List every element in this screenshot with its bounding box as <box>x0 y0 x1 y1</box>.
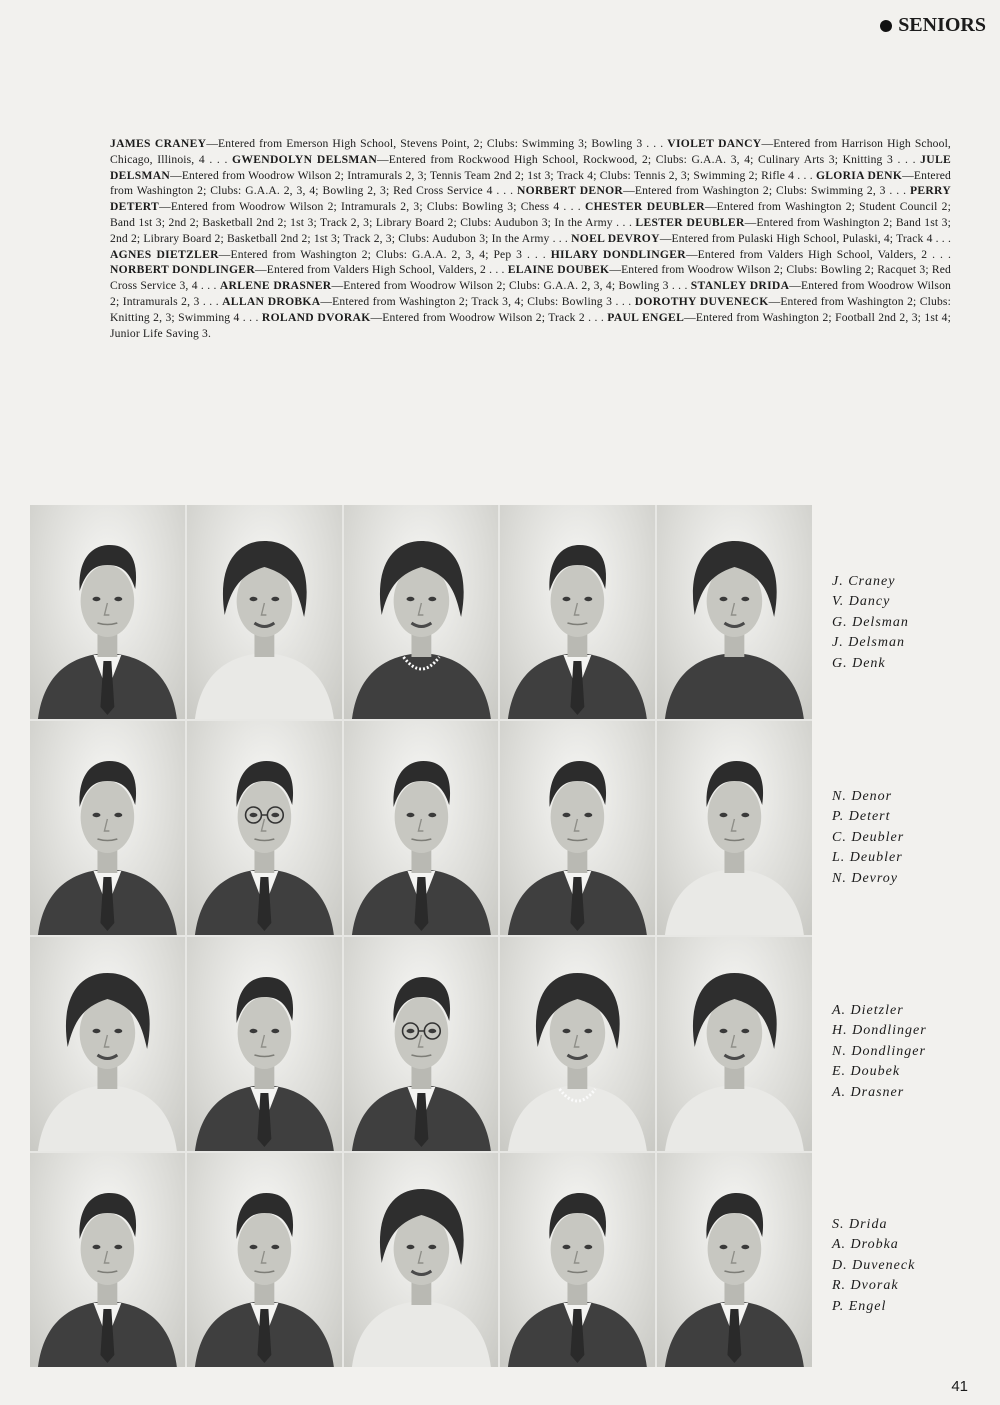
portrait-photo <box>500 1153 655 1367</box>
portrait-photo <box>657 937 812 1151</box>
portrait-photo <box>657 1153 812 1367</box>
portrait-grid <box>30 505 812 1367</box>
bio-text: —Entered from Valders High School, Valders, 2 . . . <box>685 247 951 261</box>
portrait-caption: D. Duveneck <box>832 1257 916 1273</box>
bio-text: —Entered from Woodrow Wilson 2; Track 2 . . . <box>370 310 604 324</box>
bio-name: PERRY DETERT <box>110 184 951 214</box>
bio-name: CHESTER DEUBLER <box>584 200 705 214</box>
portrait-caption: L. Deubler <box>832 850 903 866</box>
bio-text: —Entered from Valders High School, Valders, 2 . . . <box>255 263 505 277</box>
portrait-caption: A. Dietzler <box>832 1003 904 1018</box>
bio-text: —Entered from Harrison High School, Chicago, Illinois, 4 . . . <box>110 137 951 166</box>
portrait-photo <box>30 721 185 935</box>
portrait-caption: J. Craney <box>832 574 896 589</box>
bio-name: JAMES CRANEY <box>110 137 207 150</box>
section-header <box>880 14 986 37</box>
bio-name: DOROTHY DUVENECK <box>634 294 769 308</box>
portrait-photo <box>187 721 342 935</box>
bio-text: —Entered from Woodrow Wilson 2; Intramurals 2, 3; Clubs: Bowling 3; Chess 4 . . . <box>159 200 581 214</box>
bio-text: —Entered from Rockwood High School, Rockwood, 2; Clubs: G.A.A. 3, 4; Culinary Arts 3; Knitting 3 . . . <box>377 152 916 166</box>
portrait-photo <box>187 1153 342 1367</box>
portrait-photo <box>657 505 812 719</box>
section-title: SENIORS <box>898 14 986 36</box>
bio-text: —Entered from Washington 2; Band 1st 3; 2nd 2; Library Board 2; Basketball 2nd 2; 1st 3; Track 2, 3; Clubs: Audubon 3; In the Army . . . <box>110 215 951 245</box>
portrait-photo <box>500 721 655 935</box>
bio-name: JULE DELSMAN <box>110 152 952 182</box>
bio-name: VIOLET DANCY <box>667 137 762 150</box>
portrait-caption: P. Detert <box>832 809 891 825</box>
bio-text: —Entered from Woodrow Wilson 2; Clubs: Bowling 2; Racquet 3; Red Cross Service 3, 4 . . . <box>110 263 951 293</box>
bio-name: NORBERT DENOR <box>516 184 624 198</box>
portrait-photo <box>344 937 499 1151</box>
portrait-photo <box>500 937 655 1151</box>
portrait-caption: P. Engel <box>832 1298 887 1314</box>
bio-name: LESTER DEUBLER <box>635 215 745 229</box>
portrait-photo <box>30 505 185 719</box>
bio-name: AGNES DIETZLER <box>110 247 219 261</box>
bio-text: —Entered from Washington 2; Clubs: Knitting 2, 3; Swimming 4 . . . <box>110 294 951 324</box>
portrait-photo <box>500 505 655 719</box>
bio-name: NOEL DEVROY <box>571 231 660 245</box>
bio-text: —Entered from Washington 2; Track 3, 4; Clubs: Bowling 3 . . . <box>320 294 632 308</box>
bio-name: ARLENE DRASNER <box>219 279 332 293</box>
page-number: 41 <box>951 1378 968 1395</box>
bio-text: —Entered from Washington 2; Football 2nd 2, 3; 1st 4; Junior Life Saving 3. <box>110 310 951 340</box>
portrait-photo <box>344 721 499 935</box>
caption-column-row-2 <box>832 787 982 889</box>
bio-text: —Entered from Woodrow Wilson 2; Clubs: G.A.A. 2, 3, 4; Bowling 3 . . . <box>331 279 688 293</box>
caption-column-row-3 <box>832 1001 982 1103</box>
portrait-caption: E. Doubek <box>832 1064 901 1080</box>
portrait-caption: N. Devroy <box>832 870 899 886</box>
portrait-photo <box>187 937 342 1151</box>
bio-name: NORBERT DONDLINGER <box>110 263 255 277</box>
portrait-caption: V. Dancy <box>832 594 891 610</box>
bio-name: ELAINE DOUBEK <box>507 263 610 277</box>
portrait-caption: J. Delsman <box>832 635 905 651</box>
portrait-caption: A. Drobka <box>832 1237 899 1253</box>
bullet-icon <box>880 20 892 32</box>
bio-name: ALLAN DROBKA <box>222 294 321 308</box>
bio-text: —Entered from Emerson High School, Stevens Point, 2; Clubs: Swimming 3; Bowling 3 . . . <box>206 137 664 150</box>
caption-column-row-1 <box>832 572 982 674</box>
portrait-caption: H. Dondlinger <box>832 1023 927 1039</box>
senior-biographies <box>110 136 951 341</box>
portrait-caption: G. Denk <box>832 655 886 671</box>
portrait-caption: A. Drasner <box>832 1084 905 1100</box>
portrait-caption: R. Dvorak <box>832 1278 899 1294</box>
bio-name: GLORIA DENK <box>815 168 903 182</box>
caption-column-row-4 <box>832 1215 982 1317</box>
bio-text: —Entered from Washington 2; Clubs: G.A.A. 2, 3, 4; Bowling 2, 3; Red Cross Service 4 . . . <box>110 168 951 198</box>
bio-text: —Entered from Washington 2; Clubs: G.A.A. 2, 3, 4; Pep 3 . . . <box>218 247 546 261</box>
portrait-photo <box>657 721 812 935</box>
bio-name: STANLEY DRIDA <box>690 279 790 293</box>
bio-text: —Entered from Washington 2; Clubs: Swimming 2, 3 . . . <box>623 184 907 198</box>
bio-text: —Entered from Washington 2; Student Council 2; Band 1st 3; 2nd 2; Basketball 2nd 2; 1st 3; Track 2, 3; Library Board 2; Clubs: Audubon 3; In the Army . . . <box>110 200 951 229</box>
bio-name: GWENDOLYN DELSMAN <box>232 152 378 166</box>
portrait-caption: C. Deubler <box>832 829 905 845</box>
bio-text: —Entered from Woodrow Wilson 2; Intramurals 2, 3; Tennis Team 2nd 2; 1st 3; Track 4; Clubs: Tennis 2, 3; Swimming 2; Rifle 4 . . . <box>170 168 813 182</box>
bio-text: —Entered from Pulaski High School, Pulaski, 4; Track 4 . . . <box>659 231 951 245</box>
bio-name: ROLAND DVORAK <box>261 310 371 324</box>
portrait-caption: S. Drida <box>832 1217 888 1232</box>
portrait-photo <box>344 1153 499 1367</box>
portrait-photo <box>187 505 342 719</box>
bio-name: HILARY DONDLINGER <box>550 247 686 261</box>
bio-text: —Entered from Woodrow Wilson 2; Intramurals 2, 3 . . . <box>110 279 951 308</box>
portrait-caption: N. Denor <box>832 789 893 804</box>
portrait-photo <box>30 1153 185 1367</box>
bio-name: PAUL ENGEL <box>607 310 685 324</box>
portrait-photo <box>30 937 185 1151</box>
portrait-caption: N. Dondlinger <box>832 1043 926 1059</box>
portrait-photo <box>344 505 499 719</box>
portrait-caption: G. Delsman <box>832 614 909 630</box>
